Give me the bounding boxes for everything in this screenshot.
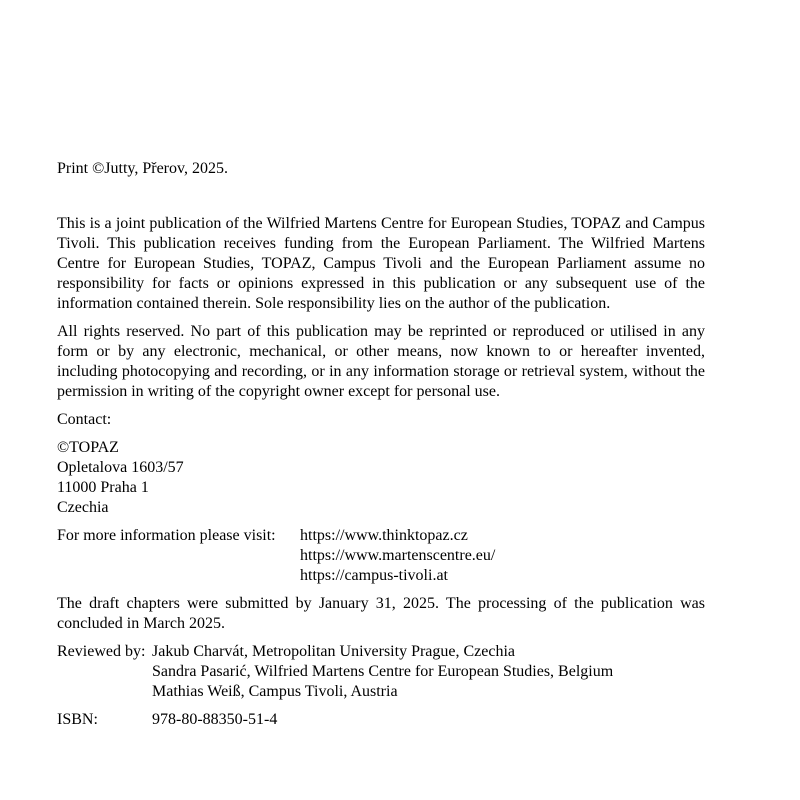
address-line-city: 11000 Praha 1 [57, 479, 149, 496]
address-line-country: Czechia [57, 499, 109, 516]
submission-note-paragraph: The draft chapters were submitted by January 31, 2025. The processing of the publication was concluded in March 2025. [57, 595, 705, 632]
contact-address [57, 438, 705, 518]
reviewer-3: Mathias Weiß, Campus Tivoli, Austria [152, 683, 398, 700]
reviewed-by-label: Reviewed by: [57, 643, 146, 660]
address-line-organisation: ©TOPAZ [57, 439, 119, 456]
website-list [300, 526, 705, 586]
isbn-label: ISBN: [57, 711, 98, 728]
link-martenscentre[interactable]: https://www.martenscentre.eu/ [300, 547, 496, 564]
reviewer-2: Sandra Pasarić, Wilfried Martens Centre for European Studies, Belgium [152, 663, 614, 680]
link-thinktopaz[interactable]: https://www.thinktopaz.cz [300, 527, 468, 544]
joint-publication-paragraph: This is a joint publication of the Wilfried Martens Centre for European Studies, TOPAZ and Campus Tivoli. This publication receives funding from the European Parliament. The Wilfried Martens Centre for European Studies, TOPAZ, Campus Tivoli and the European Parliament assume no responsibility for facts or opinions expressed in this publication or any subsequent use of the information contained therein. Sole responsibility lies on the author of the publication. [57, 215, 705, 312]
contact-label: Contact: [57, 411, 112, 428]
link-campus-tivoli[interactable]: https://campus-tivoli.at [300, 567, 448, 584]
isbn-section [57, 710, 705, 730]
isbn-value: 978-80-88350-51-4 [152, 711, 278, 728]
reviewer-list [152, 642, 705, 702]
reviewed-by-section [57, 642, 705, 702]
reviewer-1: Jakub Charvát, Metropolitan University Prague, Czechia [152, 643, 516, 660]
rights-reserved-paragraph: All rights reserved. No part of this publication may be reprinted or reproduced or utilised in any form or by any electronic, mechanical, or other means, now known to or hereafter invented, including photocopying and recording, or in any information storage or retrieval system, without the permission in writing of the copyright owner except for personal use. [57, 323, 705, 400]
more-info-label: For more information please visit: [57, 527, 276, 544]
print-credit-line: Print ©Jutty, Přerov, 2025. [57, 160, 228, 177]
address-line-street: Opletalova 1603/57 [57, 459, 184, 476]
more-info-section [57, 526, 705, 586]
